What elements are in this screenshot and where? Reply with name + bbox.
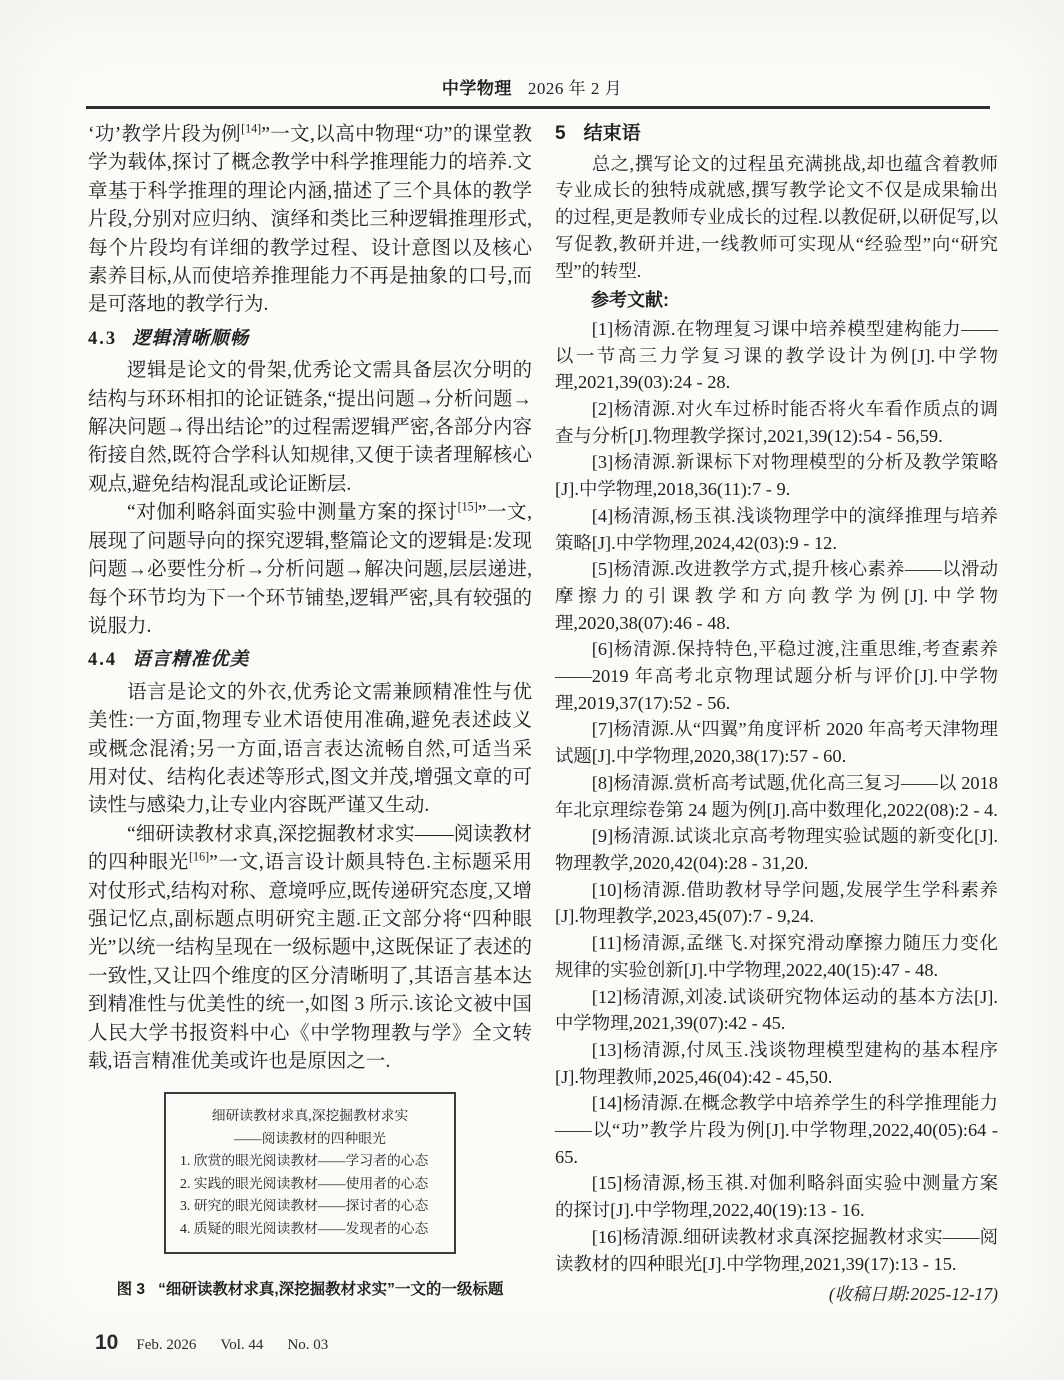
heading-number: 4.4 <box>88 650 118 671</box>
figure-3-caption <box>88 1276 532 1304</box>
page-footer <box>95 1331 352 1355</box>
figure-main-title: 细研读教材求真,深挖掘教材求实 <box>211 1108 409 1124</box>
figure-item: 4. 质疑的眼光阅读教材——发现者的心态 <box>180 1220 429 1236</box>
paragraph: 语言是论文的外衣,优秀论文需兼顾精准性与优美性:一方面,物理专业术语使用准确,避免表述歧义或概念混淆;另一方面,语言表达流畅自然,可适当采用对仗、结构化表述等形式,图文并茂,增强文章的可读性与感染力,让专业内容既严谨又生动. <box>88 681 532 817</box>
figure-item: 1. 欣赏的眼光阅读教材——学习者的心态 <box>180 1153 429 1169</box>
reference-item-13: [13]杨清源,付凤玉.浅谈物理模型建构的基本程序[J].物理教师,2025,46(04):42 - 45,50. <box>555 1039 998 1087</box>
heading-4-4 <box>88 646 532 674</box>
reference-item-2: [2]杨清源.对火车过桥时能否将火车看作质点的调查与分析[J].物理教学探讨,2021,39(12):54 - 56,59. <box>555 399 998 446</box>
reference-item-14: [14]杨清源.在概念教学中培养学生的科学推理能力——以“功”教学片段为例[J].中学物理,2022,40(05):64 - 65. <box>555 1093 998 1167</box>
heading-title: 语言精准优美 <box>132 650 250 671</box>
paragraph-text: ”一文,展现了问题导向的探究逻辑,整篇论文的逻辑是:发现问题→必要性分析→分析问题→解决问题,层层递进,每个环节均为下一个环节铺垫,逻辑严密,具有较强的说服力. <box>88 502 533 637</box>
reference-item-5: [5]杨清源.改进教学方式,提升核心素养——以滑动摩擦力的引课教学和方向教学为例[J].中学物理,2020,38(07):46 - 48. <box>555 559 998 633</box>
paragraph-text: “细研读教材求真,深挖掘教材求实——阅读教材的四种眼光 <box>88 823 532 874</box>
reference-item-9: [9]杨清源.试谈北京高考物理实验试题的新变化[J].物理教学,2020,42(04):28 - 31,20. <box>555 826 998 873</box>
references-heading: 参考文献: <box>591 290 669 311</box>
heading-5 <box>555 121 998 148</box>
reference-item-1: [1]杨清源.在物理复习课中培养模型建构能力——以一节高三力学复习课的教学设计为例[J].中学物理,2021,39(03):24 - 28. <box>555 318 998 393</box>
reference-item-4: [4]杨清源,杨玉祺.浅谈物理学中的演绎推理与培养策略[J].中学物理,2024,42(03):9 - 12. <box>555 505 998 553</box>
page-header <box>0 74 1064 99</box>
figure-subtitle: ——阅读教材的四种眼光 <box>234 1130 386 1146</box>
paragraph-text: ”一文,语言设计颇具特色.主标题采用对仗形式,结构对称、意境呼应,既传递研究态度,又增强记忆点,副标题点明研究主题.正文部分将“四种眼光”以统一结构呈现在一级标题中,这既保证了表述的一致性,又让四个维度的区分清晰明了,其语言基本达到精准性与优美性的统一,如图 3 所示.该论文被中国人民大学书报资料中心《中学物理教与学》全文转载,语言精准优美或许也是原因之一. <box>88 852 532 1072</box>
heading-4-3 <box>88 325 532 353</box>
reference-item-7: [7]杨清源.从“四翼”角度评析 2020 年高考天津物理试题[J].中学物理,2020,38(17):57 - 60. <box>555 719 998 767</box>
paragraph: 逻辑是论文的骨架,优秀论文需具备层次分明的结构与环环相扣的论证链条,“提出问题→分析问题→解决问题→得出结论”的过程需逻辑严密,各部分内容衔接自然,既符合学科认知规律,又便于读者理解核心观点,避免结构混乱或论证断层. <box>88 360 532 495</box>
reference-item-15: [15]杨清源,杨玉祺.对伽利略斜面实验中测量方案的探讨[J].中学物理,2022,40(19):13 - 16. <box>555 1173 998 1221</box>
paragraph-text: “对伽利略斜面实验中测量方案的探讨 <box>127 502 458 524</box>
received-date: (收稿日期:2025-12-17) <box>828 1284 998 1305</box>
paragraph: 总之,撰写论文的过程虽充满挑战,却也蕴含着教师专业成长的独特成就感,撰写教学论文不仅是成果输出的过程,更是教师专业成长的过程.以教促研,以研促写,以写促教,教研并进,一线教师可实现从“经验型”向“研究型”的转型. <box>555 153 998 281</box>
header-rule <box>86 106 990 109</box>
footer-month: Feb. 2026 <box>136 1337 197 1353</box>
paragraph-text: ‘功’教学片段为例 <box>88 124 242 145</box>
figure-caption-text: “细研读教材求真,深挖掘教材求实”一文的一级标题 <box>158 1281 504 1299</box>
left-column <box>88 121 532 1305</box>
reference-item-3: [3]杨清源.新课标下对物理模型的分析及教学策略[J].中学物理,2018,36(11):7 - 9. <box>555 452 998 500</box>
figure-item: 3. 研究的眼光阅读教材——探讨者的心态 <box>180 1198 429 1214</box>
figure-caption-label: 图 3 <box>116 1281 146 1299</box>
reference-item-8: [8]杨清源.赏析高考试题,优化高三复习——以 2018 年北京理综卷第 24 题为例[J].高中数理化,2022(08):2 - 4. <box>555 772 998 820</box>
reference-item-16: [16]杨清源.细研读教材求真深挖掘教材求实——阅读教材的四种眼光[J].中学物理,2021,39(17):13 - 15. <box>555 1226 998 1274</box>
right-column <box>555 121 998 1308</box>
issue-date: 2026 年 2 月 <box>527 79 623 98</box>
reference-item-12: [12]杨清源,刘凌.试谈研究物体运动的基本方法[J].中学物理,2021,39(07):42 - 45. <box>555 986 998 1034</box>
figure-item: 2. 实践的眼光阅读教材——使用者的心态 <box>180 1175 429 1191</box>
journal-title: 中学物理 <box>441 79 512 98</box>
heading-number: 5 <box>555 123 566 144</box>
reference-item-6: [6]杨清源.保持特色,平稳过渡,注重思维,考查素养——2019 年高考北京物理试题分析与评价[J].中学物理,2019,37(17):52 - 56. <box>555 639 998 713</box>
heading-title: 结束语 <box>583 123 641 144</box>
paragraph <box>88 821 532 1077</box>
paragraph <box>88 499 532 641</box>
reference-item-10: [10]杨清源.借助教材导学问题,发展学生学科素养[J].物理教学,2023,45(07):7 - 9,24. <box>555 879 998 927</box>
footer-volume: Vol. 44 <box>220 1337 264 1353</box>
citation-marker-14: [14] <box>241 121 262 136</box>
paragraph-continued <box>88 121 532 320</box>
heading-number: 4.3 <box>88 328 118 349</box>
citation-marker-16: [16] <box>189 849 210 864</box>
heading-title: 逻辑清晰顺畅 <box>132 328 250 349</box>
page-number: 10 <box>95 1331 119 1354</box>
paragraph-text: ”一文,以高中物理“功”的课堂教学为载体,探讨了概念教学中科学推理能力的培养.文章基于科学推理的理论内涵,描述了三个具体的教学片段,分别对应归纳、演绎和类比三种逻辑推理形式,每个片段均有详细的教学过程、设计意图以及核心素养目标,从而使培养推理能力不再是抽象的口号,而是可落地的教学行为. <box>88 124 532 316</box>
reference-item-11: [11]杨清源,孟继飞.对探究滑动摩擦力随压力变化规律的实验创新[J].中学物理,2022,40(15):47 - 48. <box>555 933 998 980</box>
footer-issue: No. 03 <box>287 1337 329 1353</box>
figure-3-box <box>164 1092 456 1254</box>
citation-marker-15: [15] <box>457 499 478 514</box>
